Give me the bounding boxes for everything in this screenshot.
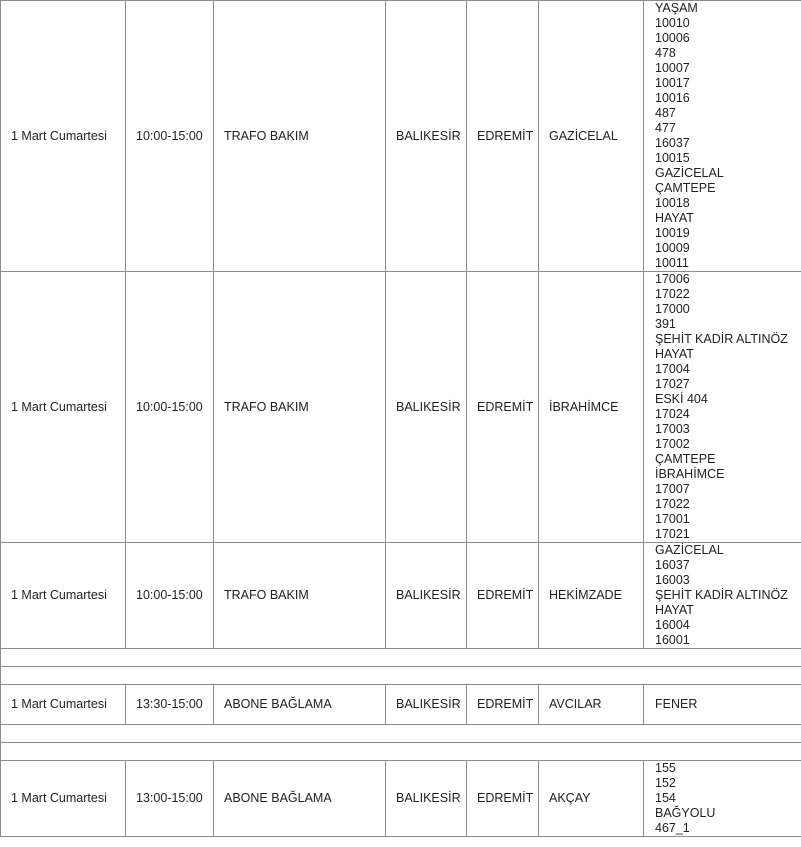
date-cell: 1 Mart Cumartesi bbox=[1, 685, 126, 725]
street-item: 10016 bbox=[655, 91, 690, 105]
date-cell: 1 Mart Cumartesi bbox=[1, 543, 126, 649]
reason-cell: ABONE BAĞLAMA bbox=[214, 761, 386, 837]
street-item: 17004 bbox=[655, 362, 690, 376]
street-item: 152 bbox=[655, 776, 676, 790]
streets-cell bbox=[644, 685, 801, 725]
street-item: ÇAMTEPE bbox=[655, 452, 716, 466]
street-item: 17022 bbox=[655, 287, 690, 301]
street-item: 16037 bbox=[655, 136, 690, 150]
table-row bbox=[1, 761, 801, 837]
neighborhood-cell: İBRAHİMCE bbox=[539, 272, 644, 543]
reason-cell: TRAFO BAKIM bbox=[214, 272, 386, 543]
street-item: 16003 bbox=[655, 573, 690, 587]
street-item: ŞEHİT KADİR ALTINÖZ bbox=[655, 332, 788, 346]
spacer-cell bbox=[1, 743, 801, 761]
street-item: 10010 bbox=[655, 16, 690, 30]
street-item: 487 bbox=[655, 106, 676, 120]
time-cell: 10:00-15:00 bbox=[126, 272, 214, 543]
spacer-cell bbox=[1, 649, 801, 667]
street-item: BAĞYOLU bbox=[655, 806, 716, 820]
city-cell: BALIKESİR bbox=[386, 761, 467, 837]
table-row bbox=[1, 1, 801, 272]
street-item: 155 bbox=[655, 761, 676, 775]
district-cell: EDREMİT bbox=[467, 543, 539, 649]
spacer-cell bbox=[1, 667, 801, 685]
street-item: 17024 bbox=[655, 407, 690, 421]
street-item: FENER bbox=[655, 697, 698, 711]
table-row bbox=[1, 272, 801, 543]
street-item: 10006 bbox=[655, 31, 690, 45]
neighborhood-cell: HEKİMZADE bbox=[539, 543, 644, 649]
district-cell: EDREMİT bbox=[467, 761, 539, 837]
street-item: HAYAT bbox=[655, 211, 694, 225]
street-item: 16037 bbox=[655, 558, 690, 572]
date-cell: 1 Mart Cumartesi bbox=[1, 761, 126, 837]
streets-cell bbox=[644, 761, 801, 837]
street-item: 17002 bbox=[655, 437, 690, 451]
street-item: İBRAHİMCE bbox=[655, 467, 725, 481]
street-item: 477 bbox=[655, 121, 676, 135]
date-cell: 1 Mart Cumartesi bbox=[1, 1, 126, 272]
street-item: 17007 bbox=[655, 482, 690, 496]
street-item: 17000 bbox=[655, 302, 690, 316]
city-cell: BALIKESİR bbox=[386, 1, 467, 272]
city-cell: BALIKESİR bbox=[386, 543, 467, 649]
date-cell: 1 Mart Cumartesi bbox=[1, 272, 126, 543]
street-item: 10019 bbox=[655, 226, 690, 240]
street-item: ESKİ 404 bbox=[655, 392, 708, 406]
street-item: 17003 bbox=[655, 422, 690, 436]
street-item: ŞEHİT KADİR ALTINÖZ bbox=[655, 588, 788, 602]
district-cell: EDREMİT bbox=[467, 1, 539, 272]
spacer-row bbox=[1, 667, 801, 685]
spacer-row bbox=[1, 649, 801, 667]
street-item: 467_1 bbox=[655, 821, 690, 835]
neighborhood-cell: AKÇAY bbox=[539, 761, 644, 837]
spacer-row bbox=[1, 743, 801, 761]
spacer-cell bbox=[1, 725, 801, 743]
table-row bbox=[1, 543, 801, 649]
streets-cell bbox=[644, 543, 801, 649]
table-row bbox=[1, 685, 801, 725]
street-item: 17001 bbox=[655, 512, 690, 526]
street-item: 17027 bbox=[655, 377, 690, 391]
street-item: GAZİCELAL bbox=[655, 166, 724, 180]
street-item: 16001 bbox=[655, 633, 690, 647]
spacer-row bbox=[1, 725, 801, 743]
reason-cell: ABONE BAĞLAMA bbox=[214, 685, 386, 725]
reason-cell: TRAFO BAKIM bbox=[214, 1, 386, 272]
neighborhood-cell: AVCILAR bbox=[539, 685, 644, 725]
street-item: 10017 bbox=[655, 76, 690, 90]
reason-cell: TRAFO BAKIM bbox=[214, 543, 386, 649]
streets-cell bbox=[644, 1, 801, 272]
time-cell: 13:00-15:00 bbox=[126, 761, 214, 837]
street-item: HAYAT bbox=[655, 603, 694, 617]
street-item: ÇAMTEPE bbox=[655, 181, 716, 195]
time-cell: 10:00-15:00 bbox=[126, 543, 214, 649]
district-cell: EDREMİT bbox=[467, 272, 539, 543]
city-cell: BALIKESİR bbox=[386, 685, 467, 725]
neighborhood-cell: GAZİCELAL bbox=[539, 1, 644, 272]
street-item: 17022 bbox=[655, 497, 690, 511]
street-item: HAYAT bbox=[655, 347, 694, 361]
street-item: 17006 bbox=[655, 272, 690, 286]
street-item: 10007 bbox=[655, 61, 690, 75]
street-item: YAŞAM bbox=[655, 1, 698, 15]
city-cell: BALIKESİR bbox=[386, 272, 467, 543]
street-item: 10018 bbox=[655, 196, 690, 210]
street-item: 10011 bbox=[655, 256, 689, 270]
street-item: 478 bbox=[655, 46, 676, 60]
district-cell: EDREMİT bbox=[467, 685, 539, 725]
street-item: 16004 bbox=[655, 618, 690, 632]
street-item: 10009 bbox=[655, 241, 690, 255]
streets-cell bbox=[644, 272, 801, 543]
time-cell: 10:00-15:00 bbox=[126, 1, 214, 272]
street-item: 10015 bbox=[655, 151, 690, 165]
street-item: 17021 bbox=[655, 527, 690, 541]
street-item: GAZİCELAL bbox=[655, 543, 724, 557]
street-item: 391 bbox=[655, 317, 676, 331]
time-cell: 13:30-15:00 bbox=[126, 685, 214, 725]
street-item: 154 bbox=[655, 791, 676, 805]
